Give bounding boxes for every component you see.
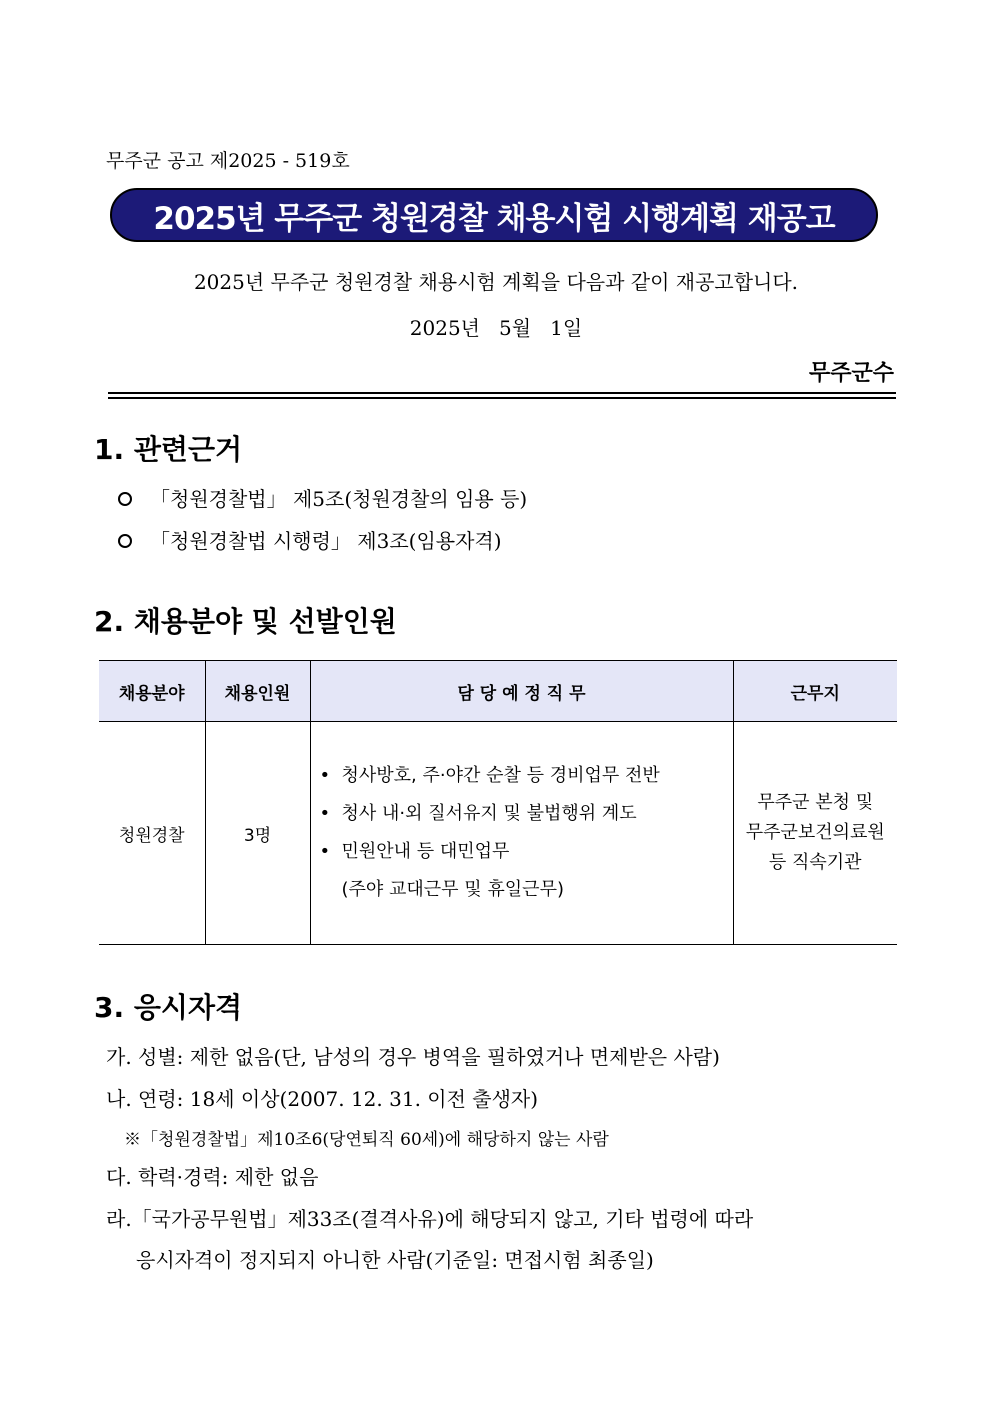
cell-field: 청원경찰 [99, 722, 205, 945]
circle-bullet-icon [118, 534, 132, 548]
qualification-item: 가. 성별: 제한 없음(단, 남성의 경우 병역을 필하였거나 면제받은 사람) [106, 1045, 720, 1069]
duty-text: 민원안내 등 대민업무 [341, 841, 510, 862]
duty-item [320, 757, 732, 795]
workplace-line: 무주군보건의료원 [745, 822, 885, 843]
table-header-row [99, 661, 897, 722]
section3-heading: 3. 응시자격 [94, 991, 243, 1024]
header-field: 채용분야 [99, 661, 205, 722]
table-row [99, 722, 897, 945]
basis-item [118, 525, 502, 554]
cell-workplace [733, 722, 897, 945]
duty-item [320, 833, 732, 871]
qualification-item: 다. 학력·경력: 제한 없음 [106, 1165, 319, 1189]
document-title: 2025년 무주군 청원경찰 채용시험 시행계획 재공고 [153, 200, 835, 237]
qualification-item: 라.「국가공무원법」제33조(결격사유)에 해당되지 않고, 기타 법령에 따라 [106, 1207, 754, 1231]
workplace-line: 등 직속기관 [768, 852, 862, 873]
qualification-item: 나. 연령: 18세 이상(2007. 12. 31. 이전 출생자) [106, 1087, 539, 1111]
section1-heading: 1. 관련근거 [94, 433, 243, 466]
cell-count: 3명 [205, 722, 310, 945]
divider-top [108, 392, 896, 394]
basis-item [118, 483, 527, 512]
header-count: 채용인원 [205, 661, 310, 722]
notice-number: 무주군 공고 제2025 - 519호 [106, 150, 350, 172]
header-workplace: 근무지 [733, 661, 897, 722]
qualification-item-continued: 응시자격이 정지되지 아니한 사람(기준일: 면접시험 최종일) [136, 1248, 654, 1272]
header-duties: 담 당 예 정 직 무 [310, 661, 733, 722]
divider-bottom [108, 397, 896, 399]
basis-item-text: 「청원경찰법」 제5조(청원경찰의 임용 등) [150, 487, 528, 511]
duty-item [320, 795, 732, 833]
section2-heading: 2. 채용분야 및 선발인원 [94, 605, 397, 638]
workplace-line: 무주군 본청 및 [757, 792, 874, 813]
recruitment-table [99, 660, 897, 945]
duty-text: 청사 내·외 질서유지 및 불법행위 계도 [341, 803, 637, 824]
bullet-dot-icon: • [319, 803, 331, 824]
title-banner [110, 188, 878, 242]
cell-duties [310, 722, 733, 945]
issuer-name: 무주군수 [808, 361, 894, 386]
qualification-note: ※「청원경찰법」제10조6(당연퇴직 60세)에 해당하지 않는 사람 [124, 1130, 609, 1150]
bullet-dot-icon: • [319, 765, 331, 786]
basis-item-text: 「청원경찰법 시행령」 제3조(임용자격) [150, 529, 502, 553]
bullet-dot-icon: • [319, 841, 331, 862]
intro-text: 2025년 무주군 청원경찰 채용시험 계획을 다음과 같이 재공고합니다. [193, 270, 799, 294]
announcement-date: 2025년 5월 1일 [409, 316, 583, 340]
circle-bullet-icon [118, 492, 132, 506]
duty-note: (주야 교대근무 및 휴일근무) [341, 879, 564, 900]
duty-text: 청사방호, 주·야간 순찰 등 경비업무 전반 [341, 765, 660, 786]
